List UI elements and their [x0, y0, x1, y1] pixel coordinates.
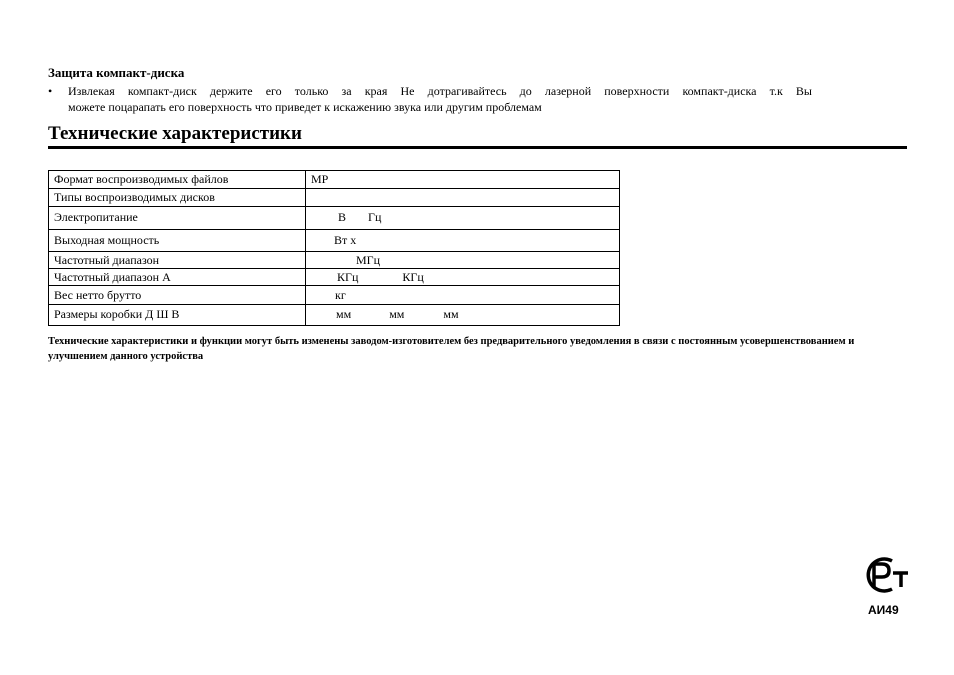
specs-change-notice: Технические характеристики и функции могут быть изменены заводом-изготовителем без предварительного уведомления в связи с постоянным усовершенствованием и улучшением данного устройства	[48, 336, 855, 362]
spec-value-part: кг	[335, 288, 346, 302]
spec-label: Вес нетто брутто	[49, 286, 306, 305]
spec-value-part: МГц	[356, 253, 381, 267]
bullet-icon: •	[48, 84, 53, 98]
spec-value-part: Гц	[368, 210, 382, 224]
spec-label: Формат воспроизводимых файлов	[49, 171, 306, 189]
spec-value	[306, 286, 620, 305]
spec-value-part: В	[338, 210, 347, 224]
protection-text-line-2: можете поцарапать его поверхность что приведет к искажению звука или другим проблемам	[68, 100, 542, 114]
spec-value	[306, 171, 620, 189]
spec-row-disc-types	[49, 189, 620, 207]
spec-row-frequency-range	[49, 252, 620, 269]
spec-row-box-dimensions	[49, 305, 620, 326]
spec-row-weight	[49, 286, 620, 305]
spec-value-part: МР	[311, 172, 329, 186]
rst-certification-logo-icon	[862, 555, 910, 595]
spec-value	[306, 252, 620, 269]
spec-label: Электропитание	[49, 207, 306, 230]
spec-value	[306, 189, 620, 207]
spec-value-part: мм	[443, 307, 459, 321]
spec-row-frequency-range-am	[49, 269, 620, 286]
spec-label: Размеры коробки Д Ш В	[49, 305, 306, 326]
spec-value-part: КГц	[402, 270, 424, 284]
spec-row-file-format	[49, 171, 620, 189]
spec-value-part: мм	[336, 307, 352, 321]
protection-title: Защита компакт-диска	[48, 65, 185, 80]
spec-value	[306, 207, 620, 230]
spec-label: Выходная мощность	[49, 230, 306, 252]
specs-title: Технические характеристики	[48, 123, 302, 144]
spec-value	[306, 230, 620, 252]
certification-code: АИ49	[868, 603, 899, 617]
spec-value-part: Вт х	[334, 233, 357, 247]
spec-label: Частотный диапазон	[49, 252, 306, 269]
spec-label: Частотный диапазон А	[49, 269, 306, 286]
protection-text-line-1: Извлекая компакт-диск держите его только за края Не дотрагивайтесь до лазерной поверхности компакт-диска т.к Вы	[68, 84, 812, 98]
specs-table	[48, 170, 620, 326]
spec-row-output-power	[49, 230, 620, 252]
spec-row-power-supply	[49, 207, 620, 230]
spec-value	[306, 305, 620, 326]
spec-label: Типы воспроизводимых дисков	[49, 189, 306, 207]
protection-text	[68, 83, 812, 115]
spec-value-part: КГц	[337, 270, 359, 284]
title-underline	[48, 146, 907, 149]
spec-value	[306, 269, 620, 286]
spec-value-part: мм	[389, 307, 405, 321]
